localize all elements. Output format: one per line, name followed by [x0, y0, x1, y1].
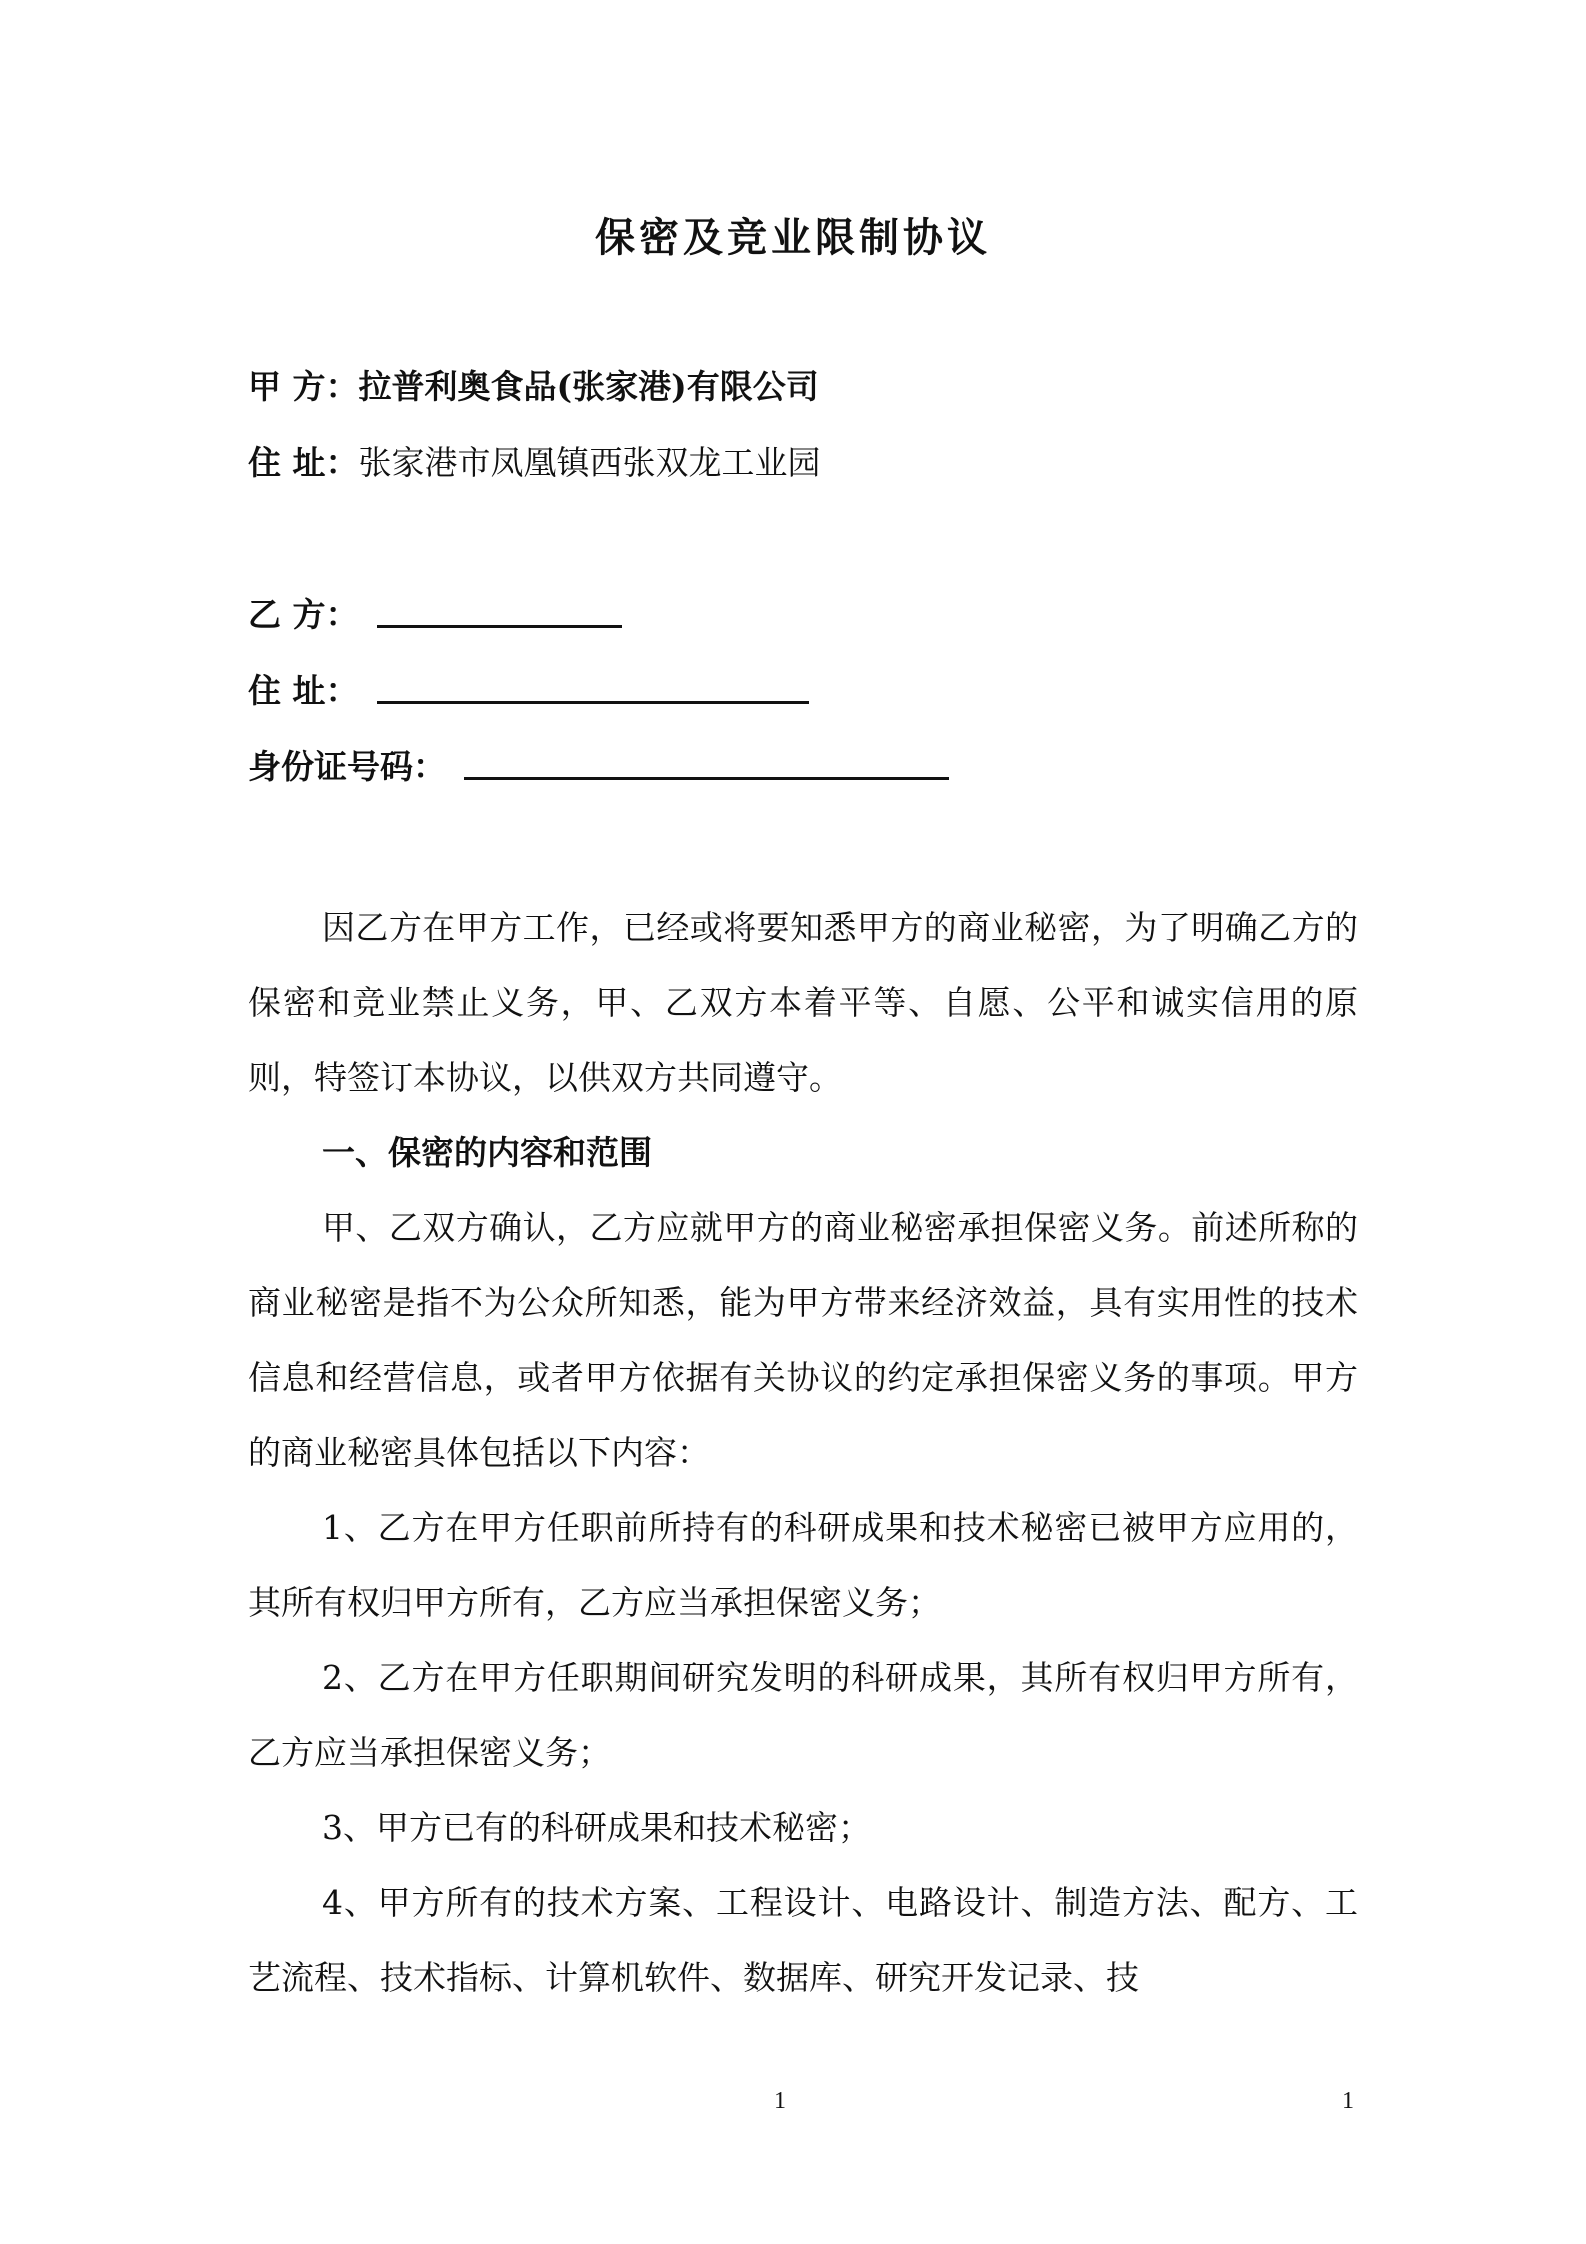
party-a-address-label: 住 址： [248, 443, 359, 482]
document-title: 保密及竞业限制协议 [595, 214, 991, 261]
preamble-paragraph: 因乙方在甲方工作，已经或将要知悉甲方的商业秘密，为了明确乙方的保密和竞业禁止义务，甲、乙双方本着平等、自愿、公平和诚实信用的原则，特签订本协议，以供双方共同遵守。 [248, 908, 1358, 1097]
party-b-address-row [248, 666, 809, 716]
section-1-item: 1、乙方在甲方任职前所持有的科研成果和技术秘密已被甲方应用的，其所有权归甲方所有，乙方应当承担保密义务； [248, 1508, 1358, 1622]
party-b-address-label: 住 址： [248, 671, 359, 710]
party-a-row [248, 362, 819, 412]
section-1-item: 3、甲方已有的科研成果和技术秘密； [322, 1808, 871, 1847]
party-a-name: 拉普利奥食品(张家港)有限公司 [358, 367, 819, 406]
agreement-body [248, 890, 1358, 2015]
party-a-address: 张家港市凤凰镇西张双龙工业园 [358, 443, 821, 482]
party-b-label: 乙 方： [248, 595, 359, 634]
section-1-item: 2、乙方在甲方任职期间研究发明的科研成果，其所有权归甲方所有，乙方应当承担保密义务； [248, 1658, 1358, 1772]
party-b-row [248, 590, 622, 640]
section-1-item: 4、甲方所有的技术方案、工程设计、电路设计、制造方法、配方、工艺流程、技术指标、计算机软件、数据库、研究开发记录、技 [248, 1883, 1358, 1997]
party-b-address-blank[interactable] [377, 691, 809, 704]
party-a-address-row [248, 438, 821, 488]
party-b-id-label: 身份证号码： [248, 747, 446, 786]
party-a-label: 甲 方： [248, 367, 359, 406]
page-number-center: 1 [774, 2088, 786, 2114]
page-number-right: 1 [1342, 2088, 1354, 2114]
party-b-name-blank[interactable] [377, 615, 622, 628]
party-b-id-blank[interactable] [464, 767, 949, 780]
party-b-id-row [248, 742, 949, 792]
section-1-intro: 甲、乙双方确认，乙方应就甲方的商业秘密承担保密义务。前述所称的商业秘密是指不为公众所知悉，能为甲方带来经济效益，具有实用性的技术信息和经营信息，或者甲方依据有关协议的约定承担保密义务的事项。甲方的商业秘密具体包括以下内容： [248, 1208, 1358, 1472]
section-1-heading: 一、保密的内容和范围 [322, 1133, 652, 1172]
